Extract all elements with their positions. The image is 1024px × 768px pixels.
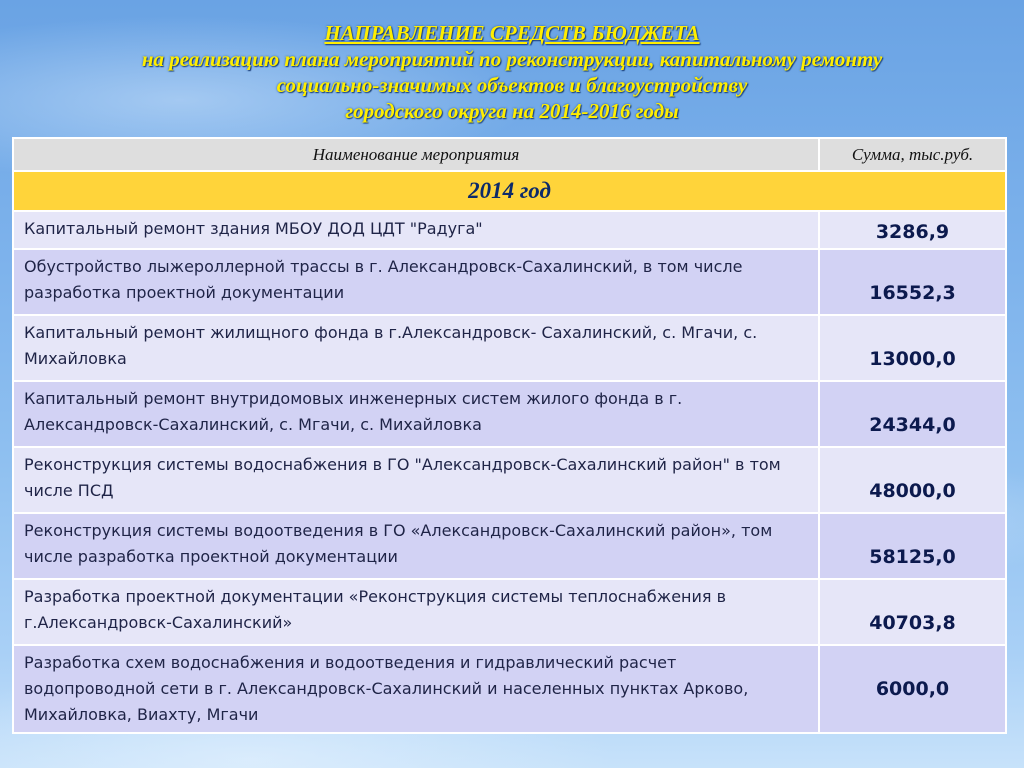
title-line-1: НАПРАВЛЕНИЕ СРЕДСТВ БЮДЖЕТА (324, 21, 700, 45)
row-name: Капитальный ремонт внутридомовых инженерных систем жилого фонда в г. Александровск-Сахалинский, с. Мгачи, с. Михайловка (13, 381, 819, 447)
row-sum: 48000,0 (819, 447, 1006, 513)
table-row (13, 513, 1006, 579)
budget-table (12, 137, 1007, 734)
slide-title (0, 20, 1024, 124)
row-name: Разработка схем водоснабжения и водоотведения и гидравлический расчет водопроводной сети в г. Александровск-Сахалинский и населенных пунктах Арково, Михайловка, Виахту, Мгачи (13, 645, 819, 733)
row-sum: 40703,8 (819, 579, 1006, 645)
table-row (13, 579, 1006, 645)
row-sum: 13000,0 (819, 315, 1006, 381)
table-row (13, 211, 1006, 249)
row-name: Капитальный ремонт здания МБОУ ДОД ЦДТ "Радуга" (13, 211, 819, 249)
table-header-row (13, 138, 1006, 171)
row-sum: 58125,0 (819, 513, 1006, 579)
row-name: Реконструкция системы водоотведения в ГО «Александровск-Сахалинский район», том числе разработка проектной документации (13, 513, 819, 579)
row-sum: 16552,3 (819, 249, 1006, 315)
title-line-3: социально-значимых объектов и благоустройству (276, 73, 748, 97)
year-row (13, 171, 1006, 211)
header-sum: Сумма, тыс.руб. (819, 138, 1006, 171)
table-row (13, 249, 1006, 315)
row-name: Капитальный ремонт жилищного фонда в г.Александровск- Сахалинский, с. Мгачи, с. Михайловка (13, 315, 819, 381)
row-name: Разработка проектной документации «Реконструкция системы теплоснабжения в г.Александровск-Сахалинский» (13, 579, 819, 645)
title-line-4: городского округа на 2014-2016 годы (345, 99, 679, 123)
header-name: Наименование мероприятия (13, 138, 819, 171)
row-name: Обустройство лыжероллерной трассы в г. Александровск-Сахалинский, в том числе разработка проектной документации (13, 249, 819, 315)
table-row (13, 447, 1006, 513)
table-row (13, 315, 1006, 381)
row-sum: 24344,0 (819, 381, 1006, 447)
table-row (13, 645, 1006, 733)
row-name: Реконструкция системы водоснабжения в ГО "Александровск-Сахалинский район" в том числе ПСД (13, 447, 819, 513)
title-line-2: на реализацию плана мероприятий по реконструкции, капитальному ремонту (141, 47, 883, 71)
row-sum: 3286,9 (819, 211, 1006, 249)
table-row (13, 381, 1006, 447)
year-label: 2014 год (13, 171, 1006, 211)
row-sum: 6000,0 (819, 645, 1006, 733)
